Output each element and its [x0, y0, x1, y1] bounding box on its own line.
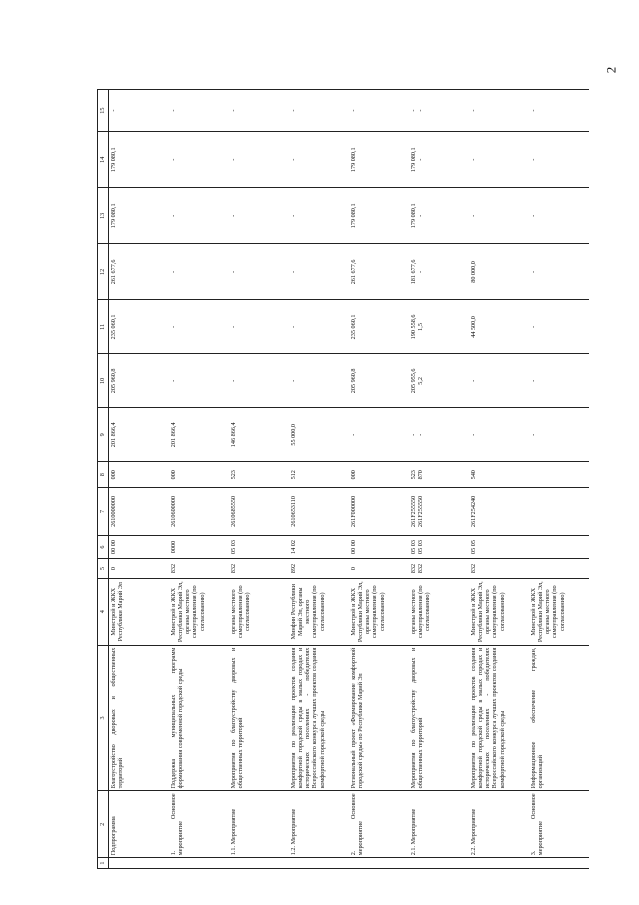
table-cell-c9: 201 866,4 [109, 408, 169, 462]
table-cell-c4: Минстрой и ЖКХ Республики Марий Эл, органы местного самоуправления (по согласованию) [529, 578, 589, 645]
table-cell-c13: - [469, 188, 529, 244]
table-cell-c2: Подпрограмма [109, 791, 169, 858]
column-header: 2 [98, 791, 109, 858]
table-cell-c4: Минстрой и ЖКХ Республики Марий Эл, органы местного самоуправления (по согласованию) [169, 578, 229, 645]
table-cell-c14: - [169, 132, 229, 188]
table-cell-c4: Минстрой и ЖКХ Республики Марий Эл, органы местного самоуправления (по согласованию) [469, 578, 529, 645]
table-cell-c14: - [289, 132, 349, 188]
table-cell-c2: 2. Основное мероприятие [349, 791, 409, 858]
table-cell-c5: 832 832 [409, 559, 469, 578]
table-row [469, 90, 529, 869]
table-cell-c10: - [289, 354, 349, 408]
table-cell-c13: - [529, 188, 589, 244]
column-header: 13 [98, 188, 109, 244]
column-header: 12 [98, 244, 109, 300]
table-cell-c12: 261 677,6 [349, 244, 409, 300]
table-cell-c15: - - [409, 90, 469, 132]
table-cell-c4: Минстрой и ЖКХ Республики Марий Эл, органы местного самоуправления (по согласованию) [349, 578, 409, 645]
table-cell-c15: - [229, 90, 289, 132]
table-cell-c12: 181 677,6 - [409, 244, 469, 300]
table-row [109, 90, 169, 869]
table-cell-c3: Информационное обеспечение граждан, организаций [529, 645, 589, 791]
table-cell-c3: Мероприятия по благоустройству дворовых и общественных территорий [229, 645, 289, 791]
table-cell-c2: 1.2. Мероприятие [289, 791, 349, 858]
table-cell-c11: - [169, 300, 229, 354]
table-cell-c2: 2.2. Мероприятие [469, 791, 529, 858]
table-cell-c11: - [229, 300, 289, 354]
column-header: 8 [98, 462, 109, 488]
table-cell-c10: - [529, 354, 589, 408]
table-cell-c1 [529, 858, 589, 869]
table-cell-c14: - [529, 132, 589, 188]
table-cell-c13: 179 080,1 - [409, 188, 469, 244]
table-cell-c13: 179 080,1 [349, 188, 409, 244]
table-cell-c4: Минстрой и ЖКХ Республики Марий Эл [109, 578, 169, 645]
page-number: 2 [603, 66, 619, 74]
table-cell-c9: - [529, 408, 589, 462]
table-cell-c14: 179 080,1 - [409, 132, 469, 188]
table-cell-c4: органы местного самоуправления (по согласованию) [409, 578, 469, 645]
table-cell-c1 [289, 858, 349, 869]
table-row [529, 90, 589, 869]
table-cell-c12: - [289, 244, 349, 300]
table-cell-c12: - [169, 244, 229, 300]
table-cell-c10: - [169, 354, 229, 408]
table-row [229, 90, 289, 869]
column-header: 4 [98, 578, 109, 645]
table-cell-c13: 179 080,1 [109, 188, 169, 244]
table-cell-c11: 44 500,0 [469, 300, 529, 354]
table-cell-c2: 3. Основное мероприятие [529, 791, 589, 858]
table-cell-c1 [169, 858, 229, 869]
table-cell-c9: - - [409, 408, 469, 462]
table-cell-c13: - [229, 188, 289, 244]
table-cell-c15: - [529, 90, 589, 132]
table-cell-c5: 832 [229, 559, 289, 578]
table-cell-c8: 523 [229, 462, 289, 488]
table-row [169, 90, 229, 869]
table-cell-c7: 2610653110 [289, 488, 349, 535]
column-header: 7 [98, 488, 109, 535]
table-row [409, 90, 469, 869]
column-header: 14 [98, 132, 109, 188]
column-header: 10 [98, 354, 109, 408]
table-cell-c8: 523 870 [409, 462, 469, 488]
column-header: 15 [98, 90, 109, 132]
table-cell-c8: 000 [169, 462, 229, 488]
table-cell-c11: 235 060,1 [109, 300, 169, 354]
table-cell-c2: 1. Основное мероприятие [169, 791, 229, 858]
table-body [109, 90, 589, 869]
table-cell-c6: 05 03 05 03 [409, 535, 469, 559]
table-cell-c7: 2610000000 [109, 488, 169, 535]
table-cell-c3: Поддержка муниципальных программ формирования современной городской среды [169, 645, 229, 791]
table-cell-c14: - [469, 132, 529, 188]
table-row [289, 90, 349, 869]
table-cell-c15: - [109, 90, 169, 132]
table-cell-c12: - [229, 244, 289, 300]
table-cell-c11: - [289, 300, 349, 354]
table-cell-c1 [469, 858, 529, 869]
table-cell-c8: 000 [349, 462, 409, 488]
table-cell-c7: 2610600000 [169, 488, 229, 535]
table-row [349, 90, 409, 869]
table-cell-c10: - [229, 354, 289, 408]
table-header [98, 90, 109, 869]
table-cell-c9: - [349, 408, 409, 462]
table-cell-c8 [529, 462, 589, 488]
table-cell-c5: 0 [109, 559, 169, 578]
column-header: 3 [98, 645, 109, 791]
table-cell-c1 [109, 858, 169, 869]
table-cell-c15: - [289, 90, 349, 132]
table-cell-c5 [529, 559, 589, 578]
table-cell-c15: - [469, 90, 529, 132]
table-cell-c8: 000 [109, 462, 169, 488]
table-cell-c14: - [229, 132, 289, 188]
table-cell-c11: 235 060,1 [349, 300, 409, 354]
column-header: 5 [98, 559, 109, 578]
rotated-table-container [97, 89, 566, 869]
table-cell-c5: 0 [349, 559, 409, 578]
table-cell-c5: 832 [469, 559, 529, 578]
table-cell-c9: - [469, 408, 529, 462]
table-cell-c1 [349, 858, 409, 869]
table-cell-c2: 2.1. Мероприятие [409, 791, 469, 858]
table-cell-c3: Мероприятия по реализации проектов создания комфортной городской среды в малых городах и исторических поселениях - победителях Всероссийского конкурса лучших проектов создания комфортной городской среды [469, 645, 529, 791]
table-cell-c14: 179 080,1 [349, 132, 409, 188]
table-cell-c6 [529, 535, 589, 559]
table-cell-c6: 05 05 [469, 535, 529, 559]
table-cell-c10: 205 960,8 [349, 354, 409, 408]
column-header: 1 [98, 858, 109, 869]
table-cell-c6: 05 03 [229, 535, 289, 559]
table-cell-c12: 80 000,0 [469, 244, 529, 300]
table-cell-c11: 190 558,6 1,5 [409, 300, 469, 354]
table-cell-c7: 2610685550 [229, 488, 289, 535]
table-cell-c9: 201 866,4 [169, 408, 229, 462]
table-cell-c1 [409, 858, 469, 869]
table-cell-c6: 0000 [169, 535, 229, 559]
table-cell-c7: 261F255550 261F255550 [409, 488, 469, 535]
column-header: 11 [98, 300, 109, 354]
table-cell-c14: 179 080,1 [109, 132, 169, 188]
table-cell-c5: 892 [289, 559, 349, 578]
table-cell-c8: 540 [469, 462, 529, 488]
table-cell-c10: - [469, 354, 529, 408]
table-cell-c8: 512 [289, 462, 349, 488]
table-cell-c5: 832 [169, 559, 229, 578]
table-cell-c4: Минфин Республики Марий Эл, органы местного самоуправления (по согласованию) [289, 578, 349, 645]
table-cell-c7: 261F254240 [469, 488, 529, 535]
table-cell-c2: 1.1. Мероприятие [229, 791, 289, 858]
table-cell-c13: - [289, 188, 349, 244]
table-cell-c3: Региональный проект «Формирование комфортной городской среды» по Республике Марий Эл [349, 645, 409, 791]
table-cell-c13: - [169, 188, 229, 244]
table-cell-c10: 205 960,8 [109, 354, 169, 408]
table-cell-c7 [529, 488, 589, 535]
table-cell-c3: Благоустройство дворовых и общественных территорий [109, 645, 169, 791]
table-cell-c15: - [169, 90, 229, 132]
column-header: 6 [98, 535, 109, 559]
table-cell-c6: 00 00 [349, 535, 409, 559]
table-cell-c10: 205 955,6 5,2 [409, 354, 469, 408]
table-cell-c12: - [529, 244, 589, 300]
table-cell-c4: органы местного самоуправления (по согласованию) [229, 578, 289, 645]
table-cell-c7: 261F000000 [349, 488, 409, 535]
table-cell-c6: 14 02 [289, 535, 349, 559]
table-cell-c9: 146 866,4 [229, 408, 289, 462]
table-cell-c11: - [529, 300, 589, 354]
table-cell-c9: 55 000,0 [289, 408, 349, 462]
table-cell-c15: - [349, 90, 409, 132]
table-cell-c3: Мероприятия по реализации проектов создания комфортной городской среды в малых городах и исторических поселениях - победителях Всероссийского конкурса лучших проектов создания комфортной городской среды [289, 645, 349, 791]
table-cell-c12: 261 677,6 [109, 244, 169, 300]
budget-table [97, 89, 589, 869]
column-header: 9 [98, 408, 109, 462]
table-cell-c1 [229, 858, 289, 869]
table-cell-c6: 00 00 [109, 535, 169, 559]
table-cell-c3: Мероприятия по благоустройству дворовых и общественных территорий [409, 645, 469, 791]
